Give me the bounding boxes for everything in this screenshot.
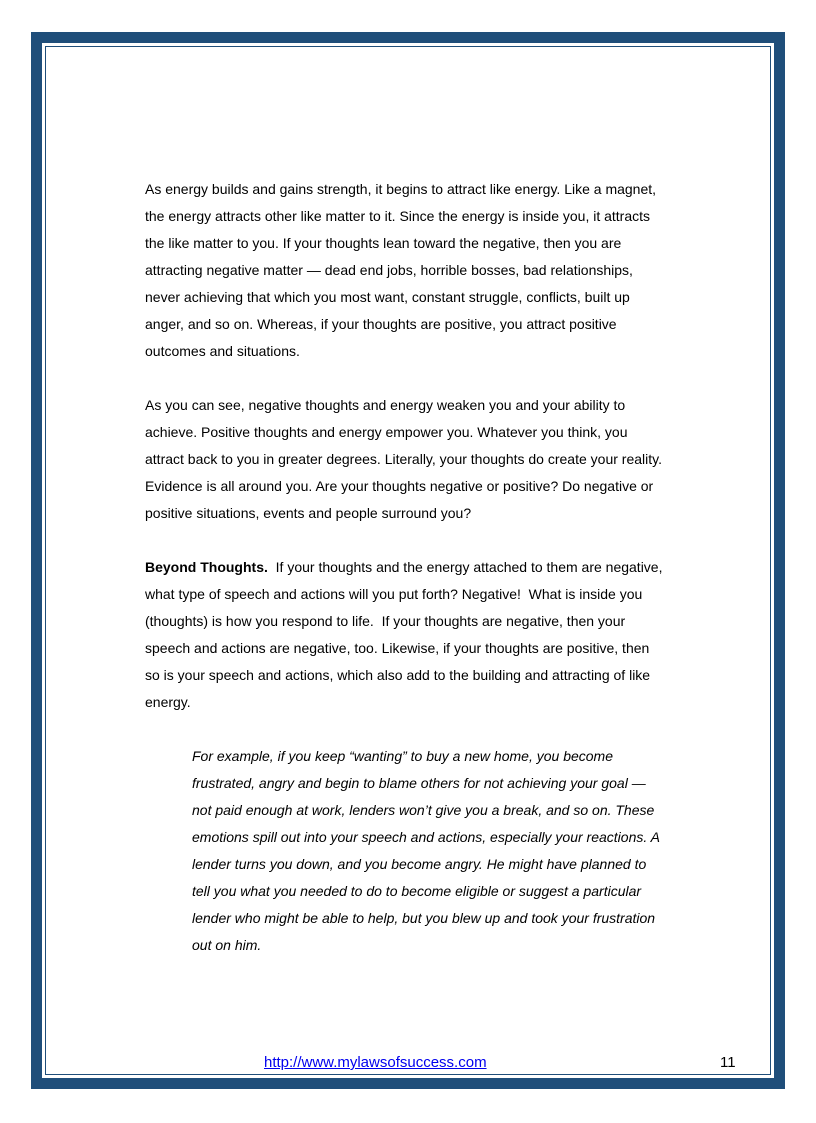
paragraph-text: If your thoughts and the energy attached to them are negative, what type of speech and actions will you put forth? Negative! What is inside you (thoughts) is how you respond to life. If your thoughts are negative, then your speech and actions are negative, too. Likewise, if your thoughts are positive, then so is your speech and actions, which also add to the building and attracting of like energy. — [145, 559, 667, 710]
paragraph-negative-thoughts — [145, 392, 665, 527]
page-footer — [0, 1054, 816, 1074]
example-quote: For example, if you keep “wanting” to buy a new home, you become frustrated, angry and begin to blame others for not achieving your goal — not paid enough at work, lenders won’t give you a break, and so on. These emotions spill out into your speech and actions, especially your reactions. A lender turns you down, and you become angry. He might have planned to tell you what you needed to do to become eligible or suggest a particular lender who might be able to help, but you blew up and took your frustration out on him. — [192, 748, 660, 953]
paragraph-energy-attracts — [145, 176, 665, 365]
page-number: 11 — [720, 1054, 736, 1071]
website-link[interactable]: http://www.mylawsofsuccess.com — [264, 1054, 487, 1071]
page-content — [145, 176, 665, 959]
paragraph-beyond-thoughts — [145, 554, 665, 716]
section-heading: Beyond Thoughts. — [145, 559, 268, 575]
paragraph-text: As energy builds and gains strength, it begins to attract like energy. Like a magnet, the energy attracts other like matter to it. Since the energy is inside you, it attracts the like matter to you. If your thoughts lean toward the negative, then you are attracting negative matter — dead end jobs, horrible bosses, bad relationships, never achieving that which you most want, constant struggle, conflicts, built up anger, and so on. Whereas, if your thoughts are positive, you attract positive outcomes and situations. — [145, 181, 657, 359]
paragraph-text: As you can see, negative thoughts and energy weaken you and your ability to achieve. Positive thoughts and energy empower you. Whatever you think, you attract back to you in greater degrees. Literally, your thoughts do create your reality. Evidence is all around you. Are your thoughts negative or positive? Do negative or positive situations, events and people surround you? — [145, 397, 662, 521]
